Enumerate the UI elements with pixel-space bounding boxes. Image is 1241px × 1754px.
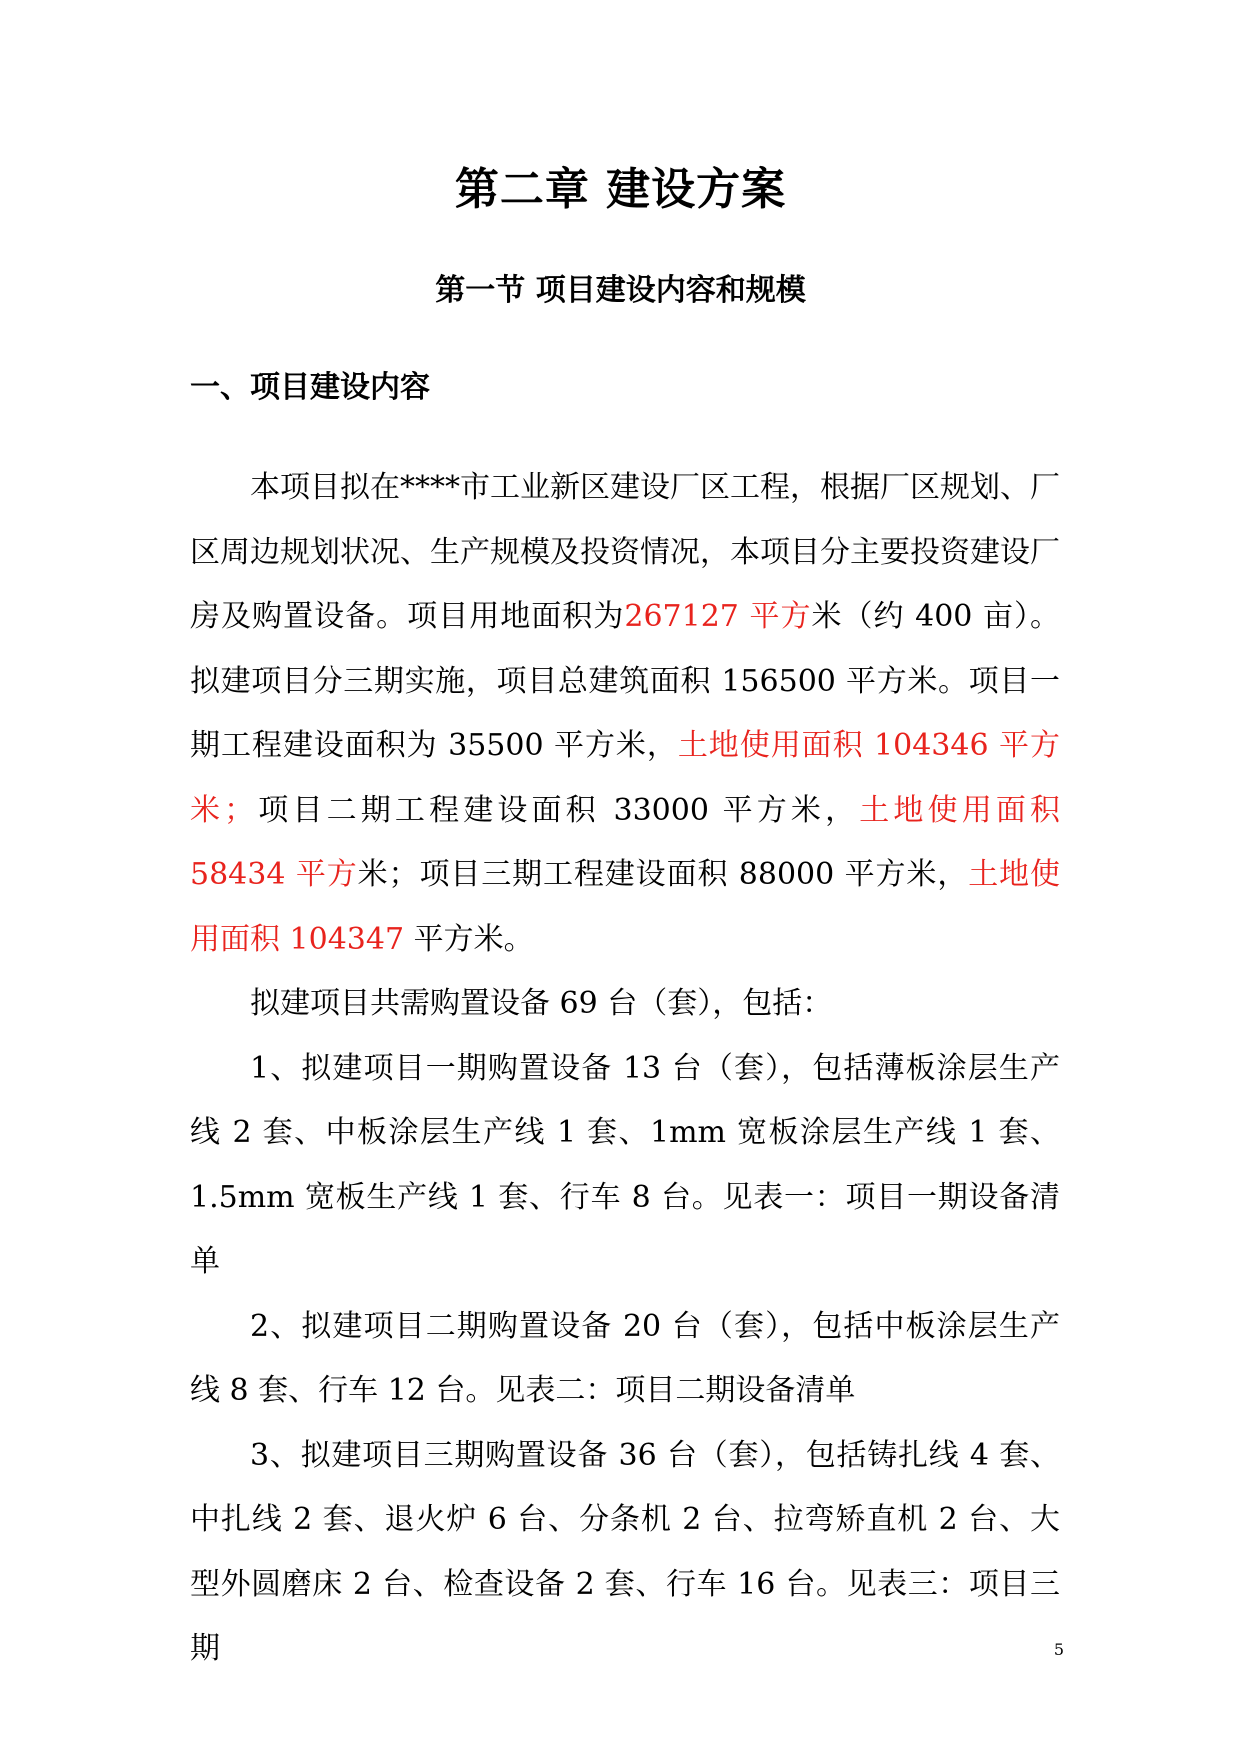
paragraph-construction-content — [190, 456, 1060, 972]
text-segment: 米（约 400 亩）。拟建项目分三期实施，项目总建筑面积 156500 平方米。项目一期工程建设面积为 35500 平方米， — [190, 599, 1061, 763]
text-segment: 本项目拟在****市工业新区建设厂区工程，根据厂区规划、厂区周边规划状况、生产规模及投资情况，本项目分主要投资建设厂房及购置设备。项目用地面积为 — [190, 470, 1060, 634]
paragraph-phase-three-equipment: 3、拟建项目三期购置设备 36 台（套），包括铸扎线 4 套、中扎线 2 套、退火炉 6 台、分条机 2 台、拉弯矫直机 2 台、大型外圆磨床 2 台、检查设备 2 套、行车 16 台。见表三：项目三期 — [190, 1437, 1060, 1666]
text-segment: 米；项目三期工程建设面积 88000 平方米， — [357, 857, 969, 892]
chapter-title: 第二章 建设方案 — [454, 164, 787, 215]
body-text — [190, 456, 1060, 1682]
text-segment: 平方米。 — [404, 921, 534, 957]
text-segment: 项目二期工程建设面积 33000 平方米， — [254, 792, 860, 828]
highlighted-text: 267127 平方 — [624, 599, 812, 634]
paragraph-phase-one-equipment: 1、拟建项目一期购置设备 13 台（套），包括薄板涂层生产线 2 套、中板涂层生产线 1 套、1mm 宽板涂层生产线 1 套、1.5mm 宽板生产线 1 套、行车 8 台。见表一：项目一期设备清单 — [190, 1050, 1060, 1279]
highlighted-text: 土地使用面积 104346 平方米； — [190, 728, 1061, 828]
subsection-title: 一、项目建设内容 — [190, 370, 430, 405]
section-title: 第一节 项目建设内容和规模 — [435, 273, 806, 308]
paragraph-phase-two-equipment: 2、拟建项目二期购置设备 20 台（套），包括中板涂层生产线 8 套、行车 12 台。见表二：项目二期设备清单 — [190, 1308, 1060, 1408]
page-number: 5 — [1053, 1640, 1064, 1659]
highlighted-text: 土地使用面积 58434 平方 — [190, 792, 1061, 892]
paragraph-equipment-summary: 拟建项目共需购置设备 69 台（套），包括： — [250, 986, 833, 1021]
highlighted-text: 土地使用面积 104347 — [190, 857, 1061, 957]
